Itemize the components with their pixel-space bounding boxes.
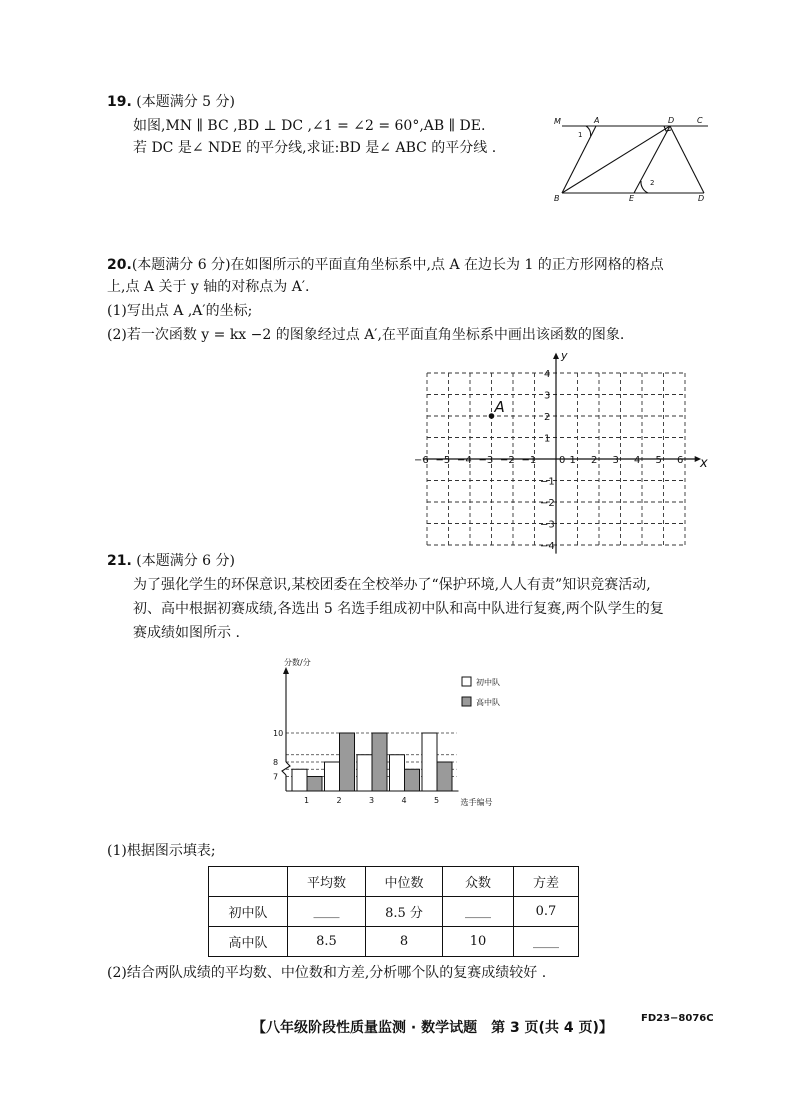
- q20-line1: [107, 255, 664, 275]
- x-tick-label: −5: [435, 455, 451, 466]
- table-header-row: [209, 867, 579, 897]
- fig-label-e: E: [629, 194, 635, 203]
- bar-junior-1: [292, 769, 307, 791]
- x-axis-label: x: [700, 456, 708, 471]
- bar-senior-2: [340, 733, 355, 791]
- table-cell: 10: [443, 927, 514, 957]
- y-axis-label: y: [561, 349, 568, 363]
- y-tick-label: 10: [273, 729, 284, 738]
- fig-label-d-top: D: [668, 116, 675, 125]
- bar-senior-3: [372, 733, 387, 791]
- y-tick-label: 4: [544, 369, 551, 380]
- fig-label-a: A: [594, 116, 600, 125]
- x-tick-label: 1: [569, 455, 576, 466]
- table-cell: 8.5: [288, 927, 366, 957]
- q21-part1: (1)根据图示填表;: [107, 843, 216, 859]
- table-header-cell: 方差: [514, 867, 579, 897]
- x-tick-label: 1: [304, 796, 310, 805]
- table-header-cell: 众数: [443, 867, 514, 897]
- table-row: [209, 927, 579, 957]
- q21-line3: 赛成绩如图所示 .: [133, 625, 240, 641]
- x-tick-label: 6: [677, 455, 684, 466]
- angle1-arc: [586, 126, 591, 136]
- bar-junior-2: [325, 762, 340, 791]
- x-tick-label: 5: [434, 796, 440, 805]
- x-tick-label: 3: [612, 455, 619, 466]
- q19-number: 19.: [107, 94, 132, 110]
- x-tick-label: 4: [401, 796, 407, 805]
- bar-senior-4: [405, 769, 420, 791]
- x-tick-label: −6: [414, 455, 429, 466]
- q20-line1-text: (本题满分 6 分)在如图所示的平面直角坐标系中,点 A 在边长为 1 的正方形网格的格点: [131, 257, 664, 273]
- table-header-cell: 中位数: [366, 867, 443, 897]
- bar-junior-3: [357, 755, 372, 791]
- table-cell: 8.5 分: [366, 897, 443, 927]
- q21-title: [107, 551, 235, 571]
- seg-dd: [670, 126, 704, 193]
- x-tick-label: 4: [634, 455, 641, 466]
- q19-title: [107, 92, 235, 112]
- y-tick-label: 1: [544, 433, 551, 445]
- q20-line2: 上,点 A 关于 y 轴的对称点为 A′.: [107, 279, 310, 295]
- legend-label: 初中队: [476, 678, 500, 687]
- stats-table: [208, 866, 579, 957]
- page-footer: 【八年级阶段性质量监测 · 数学试题 第 3 页(共 4 页)】: [252, 1020, 613, 1036]
- q19-figure: [548, 112, 718, 204]
- origin-label: 0: [559, 455, 566, 466]
- y-tick-label: 3: [544, 390, 551, 402]
- fig-label-c: C: [697, 116, 703, 125]
- angle2-arc: [641, 181, 648, 193]
- y-tick-label: 2: [544, 412, 551, 423]
- table-row: [209, 897, 579, 927]
- x-tick-label: −3: [478, 455, 494, 466]
- table-cell: 0.7: [514, 897, 579, 927]
- q20-number: 20.: [107, 257, 132, 273]
- fig-label-angle2: 2: [650, 179, 655, 187]
- x-tick-label: 5: [655, 455, 662, 466]
- x-tick-label: 3: [369, 796, 375, 805]
- q20-part2: (2)若一次函数 y = kx −2 的图象经过点 A′,在平面直角坐标系中画出该函数的图象.: [107, 327, 625, 343]
- table-header-cell: 平均数: [288, 867, 366, 897]
- fig-label-d-bottom: D: [698, 194, 705, 203]
- table-cell[interactable]: ____: [514, 927, 579, 957]
- coordinate-grid: [414, 345, 708, 557]
- q21-part2: (2)结合两队成绩的平均数、中位数和方差,分析哪个队的复赛成绩较好 .: [107, 965, 547, 981]
- y-axis-arrow: [283, 667, 289, 674]
- y-axis-arrow: [553, 353, 559, 359]
- y-tick-label: 7: [273, 772, 279, 782]
- point-a: [489, 413, 495, 419]
- fig-label-b: B: [554, 194, 560, 203]
- q21-number: 21.: [107, 553, 132, 569]
- q21-header: (本题满分 6 分): [136, 553, 235, 569]
- q21-line2: 初、高中根据初赛成绩,各选出 5 名选手组成初中队和高中队进行复赛,两个队学生的复: [133, 601, 664, 617]
- table-cell: 初中队: [209, 897, 288, 927]
- x-tick-label: 2: [591, 455, 598, 466]
- y-tick-label: −2: [540, 498, 555, 509]
- y-tick-label: −4: [540, 541, 555, 552]
- bar-senior-1: [307, 777, 322, 792]
- table-cell: 8: [366, 927, 443, 957]
- x-tick-label: 2: [336, 796, 342, 805]
- legend-label: 高中队: [476, 698, 500, 707]
- bar-senior-5: [437, 762, 452, 791]
- table-cell[interactable]: ____: [443, 897, 514, 927]
- legend-swatch: [462, 697, 471, 706]
- q19-line2: 若 DC 是∠ NDE 的平分线,求证:BD 是∠ ABC 的平分线 .: [133, 140, 497, 156]
- bar-junior-4: [390, 755, 405, 791]
- y-tick-label: 8: [273, 758, 279, 767]
- point-a-label: A: [494, 398, 505, 416]
- y-tick-label: −3: [540, 519, 555, 531]
- q21-line1: 为了强化学生的环保意识,某校团委在全校举办了“保护环境,人人有责”知识竞赛活动,: [133, 577, 651, 593]
- bar-junior-5: [422, 733, 437, 791]
- axis-break: [282, 762, 290, 775]
- x-tick-label: −1: [521, 455, 537, 466]
- table-cell: 高中队: [209, 927, 288, 957]
- fig-label-m: M: [554, 117, 561, 126]
- table-cell[interactable]: ____: [288, 897, 366, 927]
- table-header-cell: [209, 867, 288, 897]
- fig-label-angle1: 1: [578, 131, 583, 139]
- legend-swatch: [462, 677, 471, 686]
- q19-line1: 如图,MN ∥ BC ,BD ⊥ DC ,∠1 = ∠2 = 60°,AB ∥ DE.: [133, 118, 486, 134]
- q19-header: (本题满分 5 分): [136, 94, 235, 110]
- score-bar-chart: [262, 655, 522, 810]
- x-axis-label: 选手编号: [460, 798, 493, 807]
- x-tick-label: −2: [500, 455, 515, 466]
- y-tick-label: −1: [540, 476, 555, 488]
- q20-part1: (1)写出点 A ,A′的坐标;: [107, 303, 253, 319]
- y-axis-label: 分数/分: [284, 658, 311, 667]
- paper-code: FD23−8076C: [641, 1013, 714, 1024]
- x-tick-label: −4: [457, 455, 472, 466]
